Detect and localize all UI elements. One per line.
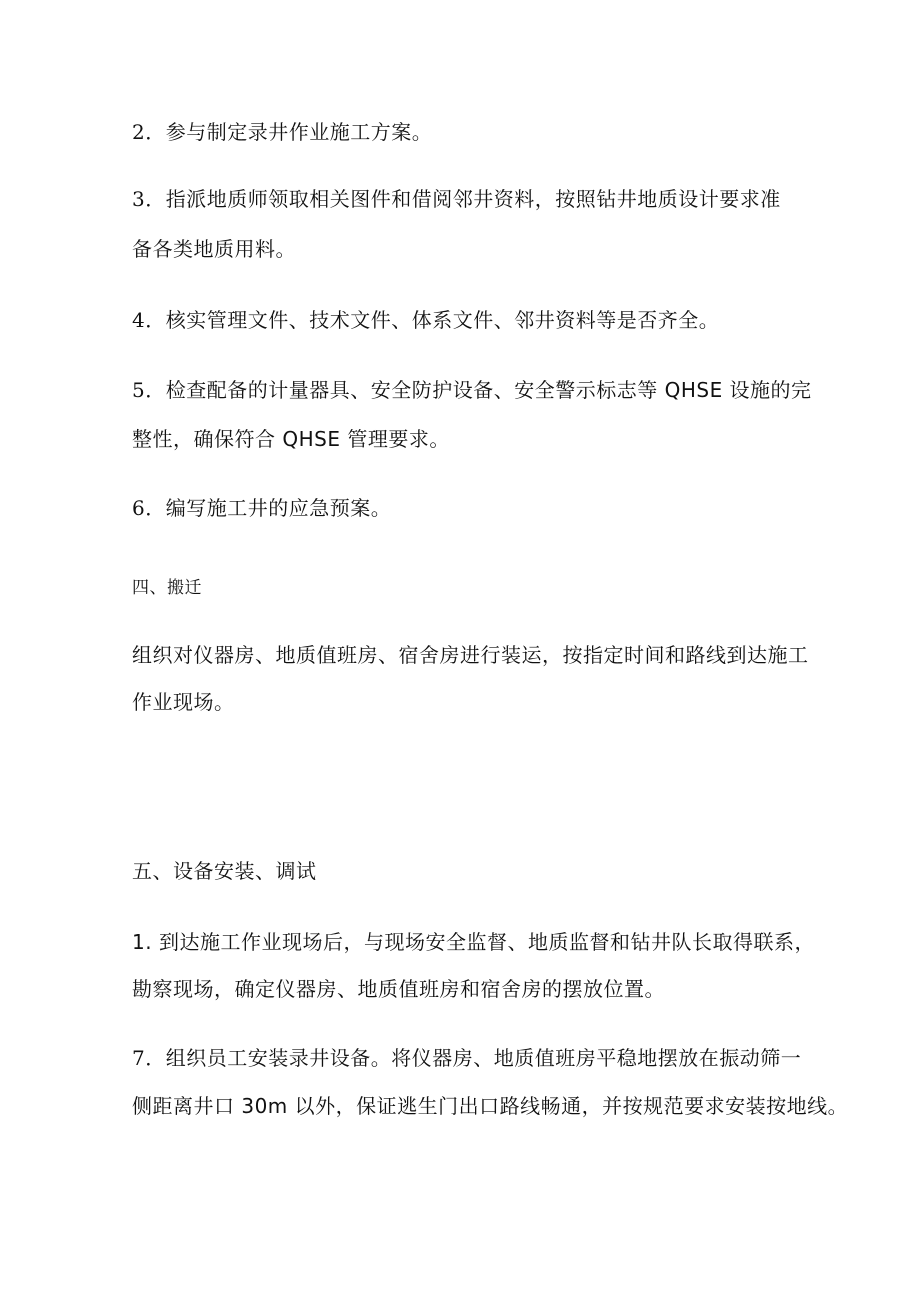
item-text: ．编写施工井的应急预案。 bbox=[145, 496, 392, 520]
item-text: ．检查配备的计量器具、安全防护设备、安全警示标志等 QHSE 设施的完 bbox=[145, 378, 812, 402]
item-number: 7 bbox=[132, 1046, 146, 1070]
item-text: ．核实管理文件、技术文件、体系文件、邻井资料等是否齐全。 bbox=[145, 308, 720, 332]
item-number: 3 bbox=[132, 187, 146, 211]
section-5-heading: 五、设备安装、调试 bbox=[132, 859, 317, 883]
section-5-item-1-line-1: 1. 到达施工作业现场后，与现场安全监督、地质监督和钻井队长取得联系， bbox=[132, 930, 815, 954]
section-4-paragraph-line-1: 组织对仪器房、地质值班房、宿舍房进行装运，按指定时间和路线到达施工 bbox=[132, 643, 809, 667]
list-item-3 bbox=[132, 187, 781, 211]
list-item-5-continuation bbox=[132, 427, 450, 451]
item-text: ．参与制定录井作业施工方案。 bbox=[145, 120, 433, 144]
section-5-item-1-line-2: 勘察现场，确定仪器房、地质值班房和宿舍房的摆放位置。 bbox=[132, 977, 665, 1001]
list-item-5 bbox=[132, 378, 812, 402]
item-text: 备各类地质用料。 bbox=[132, 237, 296, 261]
item-text: ．指派地质师领取相关图件和借阅邻井资料，按照钻井地质设计要求准 bbox=[145, 187, 781, 211]
item-text: 整性，确保符合 QHSE 管理要求。 bbox=[132, 427, 450, 451]
list-item-4 bbox=[132, 308, 719, 332]
section-4-paragraph-line-2: 作业现场。 bbox=[132, 690, 235, 714]
item-text: 侧距离井口 30m 以外，保证逃生门出口路线畅通，并按规范要求安装按地线。 bbox=[132, 1094, 849, 1118]
section-5-item-7-continuation bbox=[132, 1094, 848, 1118]
item-number: 4 bbox=[132, 308, 146, 332]
list-item-6 bbox=[132, 496, 391, 520]
section-5-item-7 bbox=[132, 1046, 801, 1070]
item-text: ．组织员工安装录井设备。将仪器房、地质值班房平稳地摆放在振动筛一 bbox=[145, 1046, 802, 1070]
list-item-3-continuation bbox=[132, 237, 296, 261]
section-4-heading: 四、搬迁 bbox=[132, 578, 202, 598]
item-number: 2 bbox=[132, 120, 146, 144]
list-item-2 bbox=[132, 120, 432, 144]
item-number: 5 bbox=[132, 378, 146, 402]
item-number: 6 bbox=[132, 496, 146, 520]
